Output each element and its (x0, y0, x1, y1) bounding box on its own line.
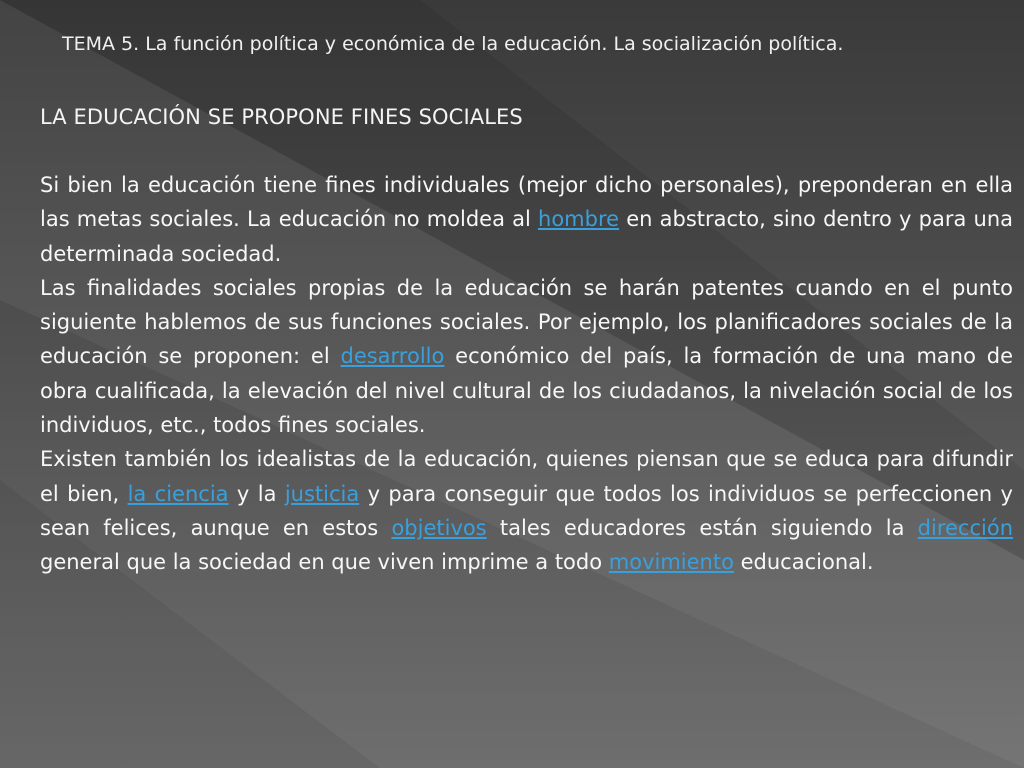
p2-text-a: Las finalidades sociales propias de la educación se harán patentes cuando en el punto siguiente hablemos de sus funciones sociales. Por ejemplo, los planificadores sociales de la educación se proponen: el (40, 275, 1013, 369)
p1-text-b: en abstracto, sino dentro y para una determinada sociedad. (40, 207, 1014, 266)
link-la-ciencia[interactable]: la ciencia (127, 481, 229, 506)
slide-body (40, 168, 1013, 580)
p2-text-b: económico del país, la formación de una mano de obra cualificada, la elevación del nivel cultural de los ciudadanos, la nivelación social de los individuos, etc., todos fines sociales. (40, 344, 1013, 438)
slide-title: LA EDUCACIÓN SE PROPONE FINES SOCIALES (40, 105, 523, 129)
link-objetivos[interactable]: objetivos (391, 515, 487, 540)
p3-text-f: educacional. (733, 550, 874, 575)
link-desarrollo[interactable]: desarrollo (340, 344, 445, 369)
link-hombre[interactable]: hombre (538, 207, 620, 232)
paragraph-2 (40, 271, 1013, 442)
p3-text-d: tales educadores están siguiendo la (486, 515, 918, 540)
p3-text-a: Existen también los idealistas de la educación, quienes piensan que se educa para difundir el bien, (40, 447, 1013, 506)
link-movimiento[interactable]: movimiento (608, 550, 734, 575)
link-justicia[interactable]: justicia (284, 481, 360, 506)
p1-text-a: Si bien la educación tiene fines individuales (mejor dicho personales), preponderan en ella las metas sociales. La educación no moldea al (40, 173, 1013, 232)
link-direccion[interactable]: dirección (917, 515, 1014, 540)
p3-text-c: y para conseguir que todos los individuos se perfeccionen y sean felices, aunque en estos (40, 481, 1013, 540)
paragraph-1 (40, 168, 1013, 271)
topic-header: TEMA 5. La función política y económica de la educación. La socialización política. (62, 33, 844, 55)
p3-text-e: general que la sociedad en que viven imprime a todo (40, 550, 609, 575)
p3-text-b: y la (228, 481, 285, 506)
paragraph-3 (40, 442, 1013, 579)
